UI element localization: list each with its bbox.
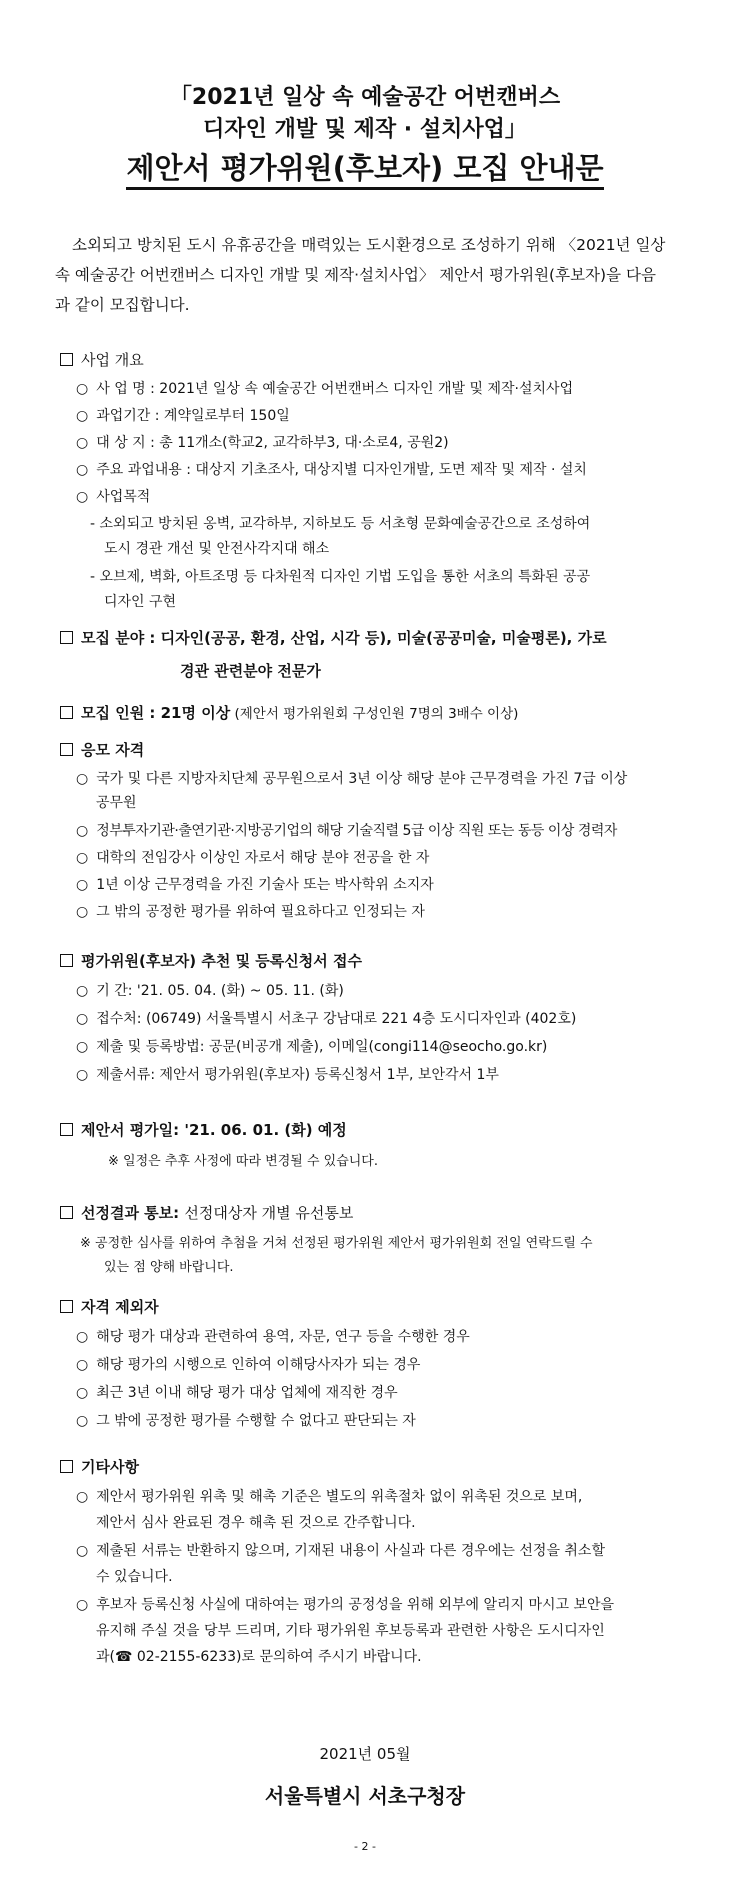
issue-date: 2021년 05월 xyxy=(319,1745,411,1763)
intro-line-2: 속 예술공간 어번캔버스 디자인 개발 및 제작·설치사업〉 제안서 평가위원(후보자)을 다음 xyxy=(55,266,656,284)
exclusion-text: 해당 평가의 시행으로 인하여 이해당사자가 되는 경우 xyxy=(96,1357,421,1373)
section-heading-text: 모집 인원 : 21명 이상 xyxy=(81,704,231,722)
circle-bullet-icon: ○ xyxy=(76,489,89,505)
result-note-line-2: 있는 점 양해 바랍니다. xyxy=(104,1260,234,1275)
section-eval-date-heading xyxy=(60,1119,347,1140)
etc-item xyxy=(76,1594,614,1614)
section-application-heading xyxy=(60,950,362,971)
section-heading-text: 선정결과 통보: xyxy=(81,1204,185,1222)
etc-item xyxy=(76,1540,605,1560)
application-text: 접수처: (06749) 서울특별시 서초구 강남대로 221 4층 도시디자인과 (402호) xyxy=(96,1011,577,1027)
circle-bullet-icon: ○ xyxy=(76,1489,89,1505)
checkbox-square-icon xyxy=(60,1206,73,1219)
result-note-line-1: ※ 공정한 심사를 위하여 추첨을 거쳐 선정된 평가위원 제안서 평가위원회 전일 연락드릴 수 xyxy=(80,1236,593,1251)
circle-bullet-icon: ○ xyxy=(76,983,89,999)
application-item xyxy=(76,1008,576,1028)
doc-title-line2: 디자인 개발 및 제작 · 설치사업」 xyxy=(203,117,527,142)
circle-bullet-icon: ○ xyxy=(76,1357,89,1373)
circle-bullet-icon: ○ xyxy=(76,1011,89,1027)
etc-item-continued: 과(☎ 02-2155-6233)로 문의하여 주시기 바랍니다. xyxy=(96,1649,422,1665)
dash-bullet-icon: - xyxy=(90,516,96,532)
section-heading-text: 평가위원(후보자) 추천 및 등록신청서 접수 xyxy=(81,952,362,970)
qualification-item xyxy=(76,768,627,788)
etc-text: 제안서 평가위원 위촉 및 해촉 기준은 별도의 위촉절차 없이 위촉된 것으로 보며, xyxy=(96,1489,583,1505)
etc-text: 제출된 서류는 반환하지 않으며, 기재된 내용이 사실과 다른 경우에는 선정을 취소할 xyxy=(96,1543,605,1559)
circle-bullet-icon: ○ xyxy=(76,462,89,478)
qualification-item xyxy=(76,874,434,894)
exclusion-text: 해당 평가 대상과 관련하여 용역, 자문, 연구 등을 수행한 경우 xyxy=(96,1329,470,1345)
section-heading-text: 자격 제외자 xyxy=(81,1298,159,1316)
application-text: 기 간: '21. 05. 04. (화) ~ 05. 11. (화) xyxy=(96,983,344,999)
exclusion-text: 최근 3년 이내 해당 평가 대상 업체에 재직한 경우 xyxy=(96,1385,398,1401)
circle-bullet-icon: ○ xyxy=(76,1413,89,1429)
circle-bullet-icon: ○ xyxy=(76,1385,89,1401)
page-number: - 2 - xyxy=(354,1840,376,1853)
etc-item-continued: 유지해 주실 것을 당부 드리며, 기타 평가위원 후보등록과 관련한 사항은 도시디자인 xyxy=(96,1623,605,1639)
checkbox-square-icon xyxy=(60,954,73,967)
count-detail: (제안서 평가위원회 구성인원 7명의 3배수 이상) xyxy=(230,706,519,722)
circle-bullet-icon: ○ xyxy=(76,904,89,920)
qualification-text: 정부투자기관·출연기관·지방공기업의 해당 기술직렬 5급 이상 직원 또는 동등 이상 경력자 xyxy=(96,823,617,839)
checkbox-square-icon xyxy=(60,1460,73,1473)
overview-item xyxy=(76,459,587,479)
circle-bullet-icon: ○ xyxy=(76,1067,89,1083)
section-result-heading xyxy=(60,1202,353,1223)
issuer-name: 서울특별시 서초구청장 xyxy=(264,1784,466,1808)
application-item xyxy=(76,1036,547,1056)
circle-bullet-icon: ○ xyxy=(76,771,89,787)
checkbox-square-icon xyxy=(60,743,73,756)
section-heading-text: 제안서 평가일: '21. 06. 01. (화) 예정 xyxy=(81,1121,347,1139)
overview-item xyxy=(76,432,449,452)
doc-title-main-text: 제안서 평가위원(후보자) 모집 안내문 xyxy=(126,151,603,190)
dash-bullet-icon: - xyxy=(90,569,96,585)
circle-bullet-icon: ○ xyxy=(76,1597,89,1613)
section-exclusion-heading xyxy=(60,1296,159,1317)
purpose-text: 오브제, 벽화, 아트조명 등 다차원적 디자인 기법 도입을 통한 서초의 특화된 공공 xyxy=(99,569,591,585)
exclusion-text: 그 밖에 공정한 평가를 수행할 수 없다고 판단되는 자 xyxy=(96,1413,416,1429)
purpose-text: 소외되고 방치된 옹벽, 교각하부, 지하보도 등 서초형 문화예술공간으로 조성하여 xyxy=(99,516,591,532)
intro-line-1: 소외되고 방치된 도시 유휴공간을 매력있는 도시환경으로 조성하기 위해 〈2021년 일상 xyxy=(72,236,666,254)
application-text: 제출 및 등록방법: 공문(비공개 제출), 이메일(congi114@seocho.go.kr) xyxy=(96,1039,548,1055)
circle-bullet-icon: ○ xyxy=(76,408,89,424)
qualification-item xyxy=(76,847,429,867)
application-item xyxy=(76,980,344,1000)
overview-item-text: 사 업 명 : 2021년 일상 속 예술공간 어번캔버스 디자인 개발 및 제작·설치사업 xyxy=(96,381,574,397)
exclusion-item xyxy=(76,1354,420,1374)
eval-date-note: ※ 일정은 추후 사정에 따라 변경될 수 있습니다. xyxy=(108,1154,378,1169)
circle-bullet-icon: ○ xyxy=(76,1329,89,1345)
section-heading-text: 기타사항 xyxy=(81,1458,139,1476)
qualification-text: 대학의 전임강사 이상인 자로서 해당 분야 전공을 한 자 xyxy=(96,850,430,866)
purpose-item-2-line-2: 디자인 구현 xyxy=(104,594,177,610)
result-value: 선정대상자 개별 유선통보 xyxy=(184,1204,354,1222)
application-item xyxy=(76,1064,499,1084)
circle-bullet-icon: ○ xyxy=(76,850,89,866)
doc-title-line1: 「2021년 일상 속 예술공간 어번캔버스 xyxy=(169,85,561,110)
section-heading-text: 사업 개요 xyxy=(81,351,144,369)
checkbox-square-icon xyxy=(60,706,73,719)
exclusion-item xyxy=(76,1410,416,1430)
section-qualification-heading xyxy=(60,739,144,760)
circle-bullet-icon: ○ xyxy=(76,381,89,397)
application-text: 제출서류: 제안서 평가위원(후보자) 등록신청서 1부, 보안각서 1부 xyxy=(96,1067,499,1083)
overview-item-text: 과업기간 : 계약일로부터 150일 xyxy=(96,408,290,424)
qualification-text: 1년 이상 근무경력을 가진 기술사 또는 박사학위 소지자 xyxy=(96,877,434,893)
circle-bullet-icon: ○ xyxy=(76,877,89,893)
exclusion-item xyxy=(76,1326,470,1346)
section-field-heading xyxy=(60,627,607,648)
overview-item-text: 사업목적 xyxy=(96,489,151,505)
field-value-line-2: 경관 관련분야 전문가 xyxy=(180,662,321,680)
purpose-item-2-line-1 xyxy=(90,566,590,586)
section-overview-heading xyxy=(60,349,144,370)
circle-bullet-icon: ○ xyxy=(76,1543,89,1559)
etc-item xyxy=(76,1486,582,1506)
intro-line-3: 과 같이 모집합니다. xyxy=(55,296,190,314)
overview-item xyxy=(76,486,150,506)
overview-item-text: 주요 과업내용 : 대상지 기초조사, 대상지별 디자인개발, 도면 제작 및 제작 · 설치 xyxy=(96,462,587,478)
section-etc-heading xyxy=(60,1456,139,1477)
purpose-item-1-line-1 xyxy=(90,513,590,533)
qualification-item xyxy=(76,820,617,840)
checkbox-square-icon xyxy=(60,631,73,644)
etc-text: 후보자 등록신청 사실에 대하여는 평가의 공정성을 위해 외부에 알리지 마시고 보안을 xyxy=(96,1597,615,1613)
circle-bullet-icon: ○ xyxy=(76,823,89,839)
circle-bullet-icon: ○ xyxy=(76,435,89,451)
section-heading-text: 응모 자격 xyxy=(81,741,145,759)
etc-item-continued: 제안서 심사 완료된 경우 해촉 된 것으로 간주합니다. xyxy=(96,1515,416,1531)
checkbox-square-icon xyxy=(60,1300,73,1313)
checkbox-square-icon xyxy=(60,353,73,366)
section-heading-text: 모집 분야 : xyxy=(81,629,161,647)
section-count-heading xyxy=(60,702,518,723)
etc-item-continued: 수 있습니다. xyxy=(96,1569,173,1585)
purpose-item-1-line-2: 도시 경관 개선 및 안전사각지대 해소 xyxy=(104,541,330,557)
checkbox-square-icon xyxy=(60,1123,73,1136)
qualification-item xyxy=(76,901,425,921)
qualification-text: 그 밖의 공정한 평가를 위하여 필요하다고 인정되는 자 xyxy=(96,904,425,920)
exclusion-item xyxy=(76,1382,398,1402)
overview-item-text: 대 상 지 : 총 11개소(학교2, 교각하부3, 대·소로4, 공원2) xyxy=(96,435,449,451)
qualification-text: 국가 및 다른 지방자치단체 공무원으로서 3년 이상 해당 분야 근무경력을 가진 7급 이상 xyxy=(96,771,628,787)
qualification-item-continued: 공무원 xyxy=(96,795,137,811)
field-value-line-1: 디자인(공공, 환경, 산업, 시각 등), 미술(공공미술, 미술평론), 가로 xyxy=(160,629,607,647)
overview-item xyxy=(76,405,290,425)
doc-title-main xyxy=(0,146,730,187)
circle-bullet-icon: ○ xyxy=(76,1039,89,1055)
overview-item xyxy=(76,378,573,398)
